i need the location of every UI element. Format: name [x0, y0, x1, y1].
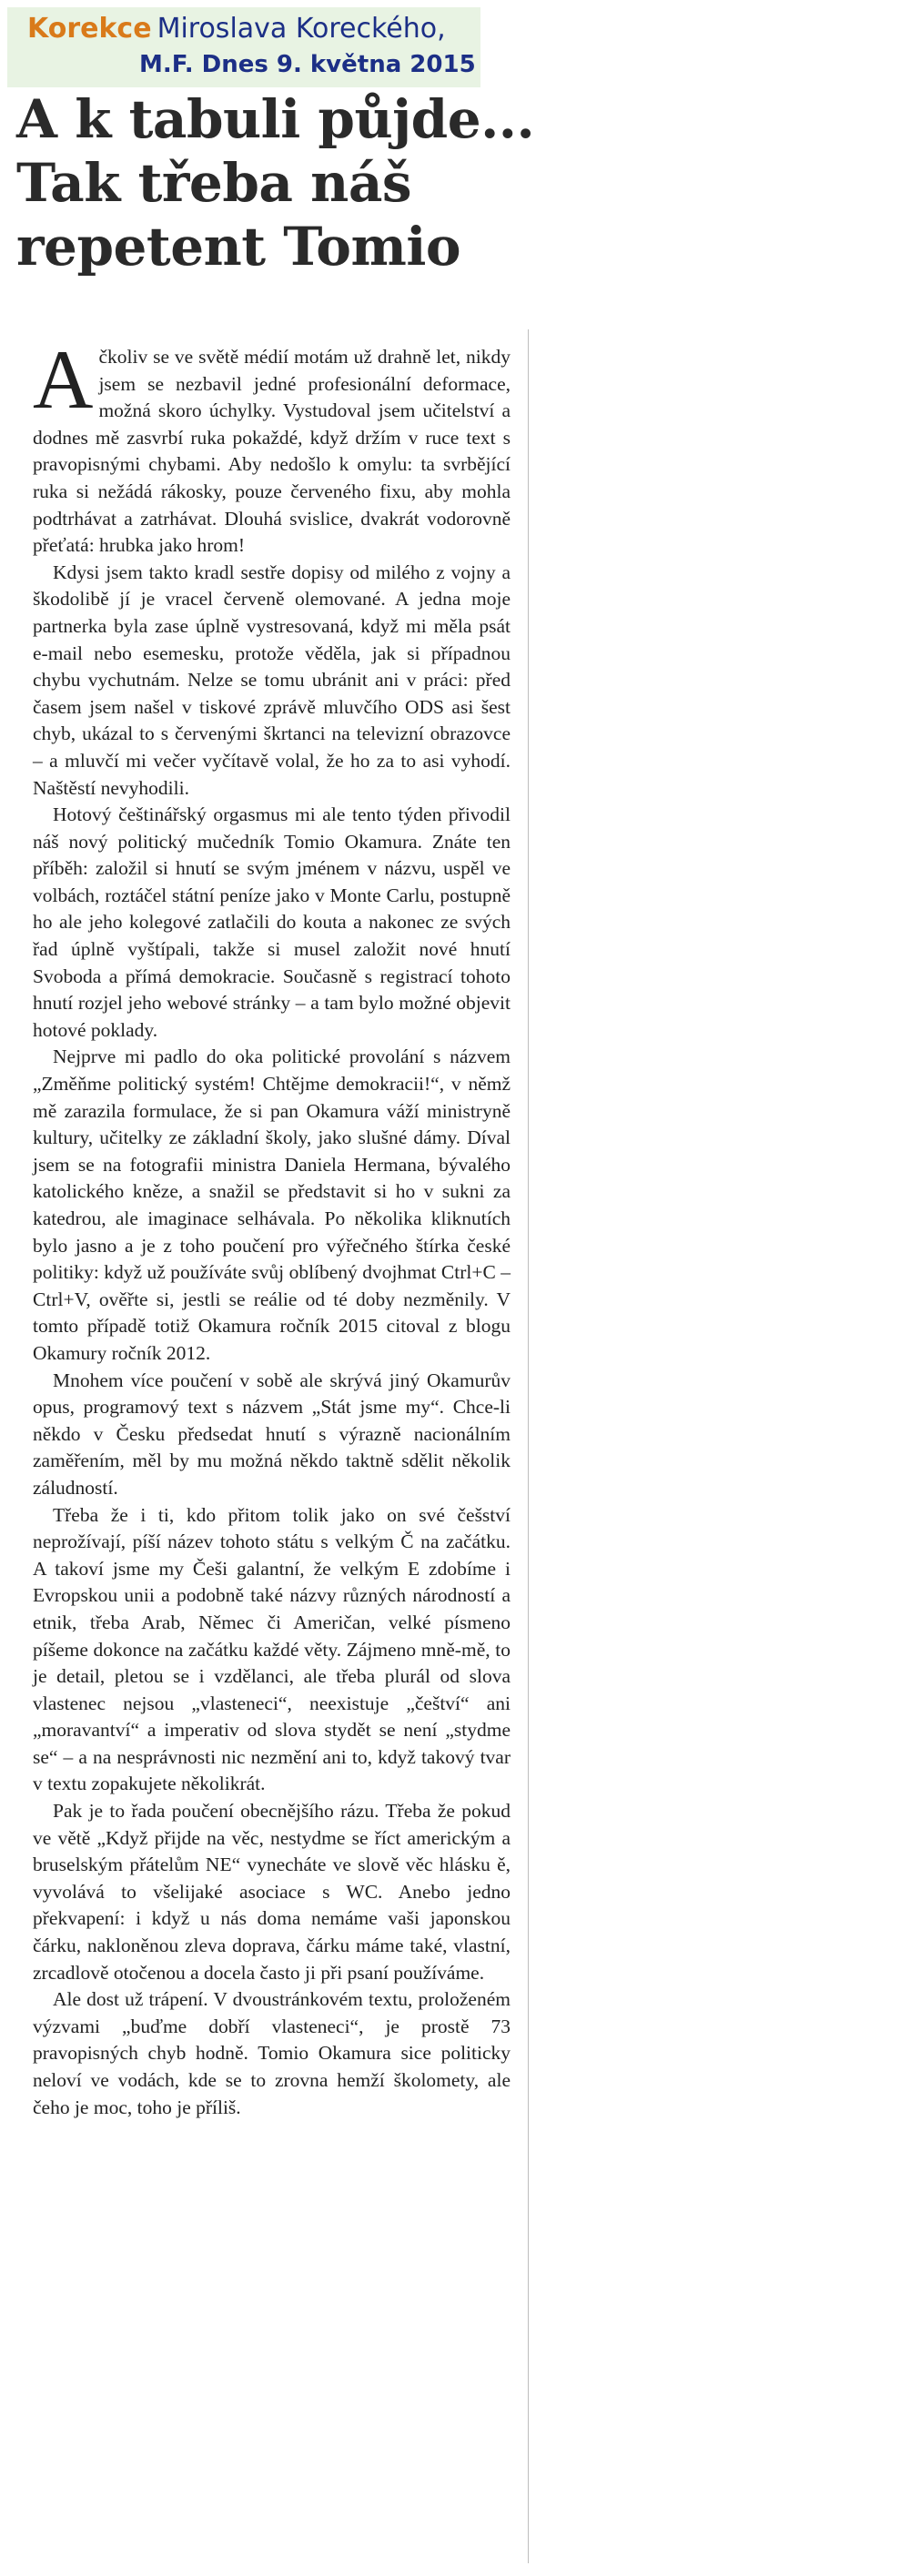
- drop-cap: A: [33, 333, 94, 426]
- paragraph-2: Kdysi jsem takto kradl sestře dopisy od milého z vojny a škodolibě jí je vracel červeně olemované. A jedna moje partnerka byla zase úplně vystresovaná, když mi měla psát e-mail nebo esemesku, protože věděla, jak si případnou chybu vychutnám. Nelze se tomu ubránit ani v práci: před časem jsem našel v tiskové zprávě mluvčího ODS asi šest chyb, ukázal to s červenými škrtanci na televizní obrazovce – a mluvčí mi večer vyčítavě volal, že ho za to asi vyhodí. Naštěstí nevyhodili.: [33, 561, 511, 799]
- paragraph-5: Mnohem více poučení v sobě ale skrývá jiný Okamurův opus, programový text s názvem „Stát jsme my“. Chce-li někdo v Česku předsedat hnutí s výrazně nacionálním zaměřením, měl by mu možná někdo taktně sdělit několik záludností.: [33, 1369, 511, 1499]
- paragraph-4: Nejprve mi padlo do oka politické provolání s názvem „Změňme politický systém! Chtějme demokracii!“, v němž mě zarazila formulace, že si pan Okamura váží ministryně kultury, učitelky ze základní školy, jako slušné dámy. Díval jsem se na fotografii ministra Daniela Hermana, bývalého katolického kněze, a snažil se představit si ho v sukni za katedrou, ale imaginace selhávala. Po několika kliknutích bylo jasno a je z toho poučení pro výřečného štírka české politiky: když už používáte svůj oblíbený dvojhmat Ctrl+C – Ctrl+V, ověřte si, jestli se reálie od té doby nezměnily. V tomto případě totiž Okamura ročník 2015 citoval z blogu Okamury ročník 2012.: [33, 1046, 511, 1364]
- article-body: [33, 333, 511, 2121]
- publication-date: M.F. Dnes 9. května 2015: [139, 51, 476, 78]
- paragraph-6: Třeba že i ti, kdo přitom tolik jako on své češství neprožívají, píší název tohoto státu s velkým Č na začátku. A takoví jsme my Češi galantní, že velkým E zdobíme i Evropskou unii a podobně také názvy různých národností a etnik, třeba Arab, Němec či Američan, velké písmeno píšeme dokonce na začátku každé věty. Zájmeno mně-mě, to je detail, pletou se i vzdělanci, ale třeba plurál od slova vlastenec nejsou „vlasteneci“, neexistuje „češtví“ ani „moravantví“ a imperativ od slova stydět se není „stydme se“ – a na nesprávnosti nic nezmění ani to, když takový tvar v textu zopakujete několikrát.: [33, 1503, 511, 1795]
- article-headline: [16, 87, 535, 278]
- headline-line-2: Tak třeba náš: [16, 152, 412, 214]
- paragraph-3: Hotový češtinářský orgasmus mi ale tento týden přivodil náš nový politický mučedník Tomio Okamura. Znáte ten příběh: založil si hnutí se svým jménem v názvu, uspěl ve volbách, roztáčel státní peníze jako v Monte Carlu, postupně ho ale jeho kolegové zatlačili do kouta a nakonec ze svých řad úplně vyštípali, takže si musel založit nové hnutí Svoboda a přímá demokracie. Současně s registrací tohoto hnutí rozjel jeho webové stránky – a tam bylo možné objevit hotové poklady.: [33, 803, 511, 1041]
- column-author: Miroslava Koreckého,: [157, 13, 446, 45]
- paragraph-1: [33, 333, 511, 560]
- source-header: [7, 7, 480, 87]
- paragraph-7: Pak je to řada poučení obecnějšího rázu. Třeba že pokud ve větě „Když přijde na věc, nestydme se říct americkým a bruselským přátelům NE“ vynecháte ve slově věc hlásku ě, vyvolává to všelijaké asociace s WC. Anebo jedno překvapení: i když u nás doma nemáme vaši japonskou čárku, nakloněnou zleva doprava, čárku máme také, vlastní, zrcadlově otočenou a docela často ji při psaní používáme.: [33, 1800, 511, 1984]
- column-brand: Korekce: [27, 13, 152, 45]
- paragraph-1-text: čkoliv se ve světě médií motám už drahně let, nikdy jsem se nezbavil jedné profesionální deformace, možná skoro úchylky. Vystudoval jsem učitelství a dodnes mě zasvrbí ruka pokaždé, když držím v ruce text s pravopisnými chybami. Aby nedošlo k omylu: ta svrbějící ruka si nežádá rákosky, pouze červeného fixu, aby mohla podtrhávat a zatrhávat. Dlouhá svislice, dvakrát vodorovně přeťatá: hrubka jako hrom!: [33, 346, 511, 557]
- paragraph-8: Ale dost už trápení. V dvoustránkovém textu, proloženém výzvami „buďme dobří vlasteneci“, je prostě 73 pravopisných chyb hodně. Tomio Okamura sice politicky neloví ve vodách, kde se to zrovna hemží školomety, ale čeho je moc, toho je příliš.: [33, 1988, 511, 2118]
- headline-line-3: repetent Tomio: [16, 216, 461, 278]
- column-rule: [528, 329, 529, 2563]
- headline-line-1: A k tabuli půjde...: [16, 88, 535, 150]
- source-attribution: [27, 13, 446, 45]
